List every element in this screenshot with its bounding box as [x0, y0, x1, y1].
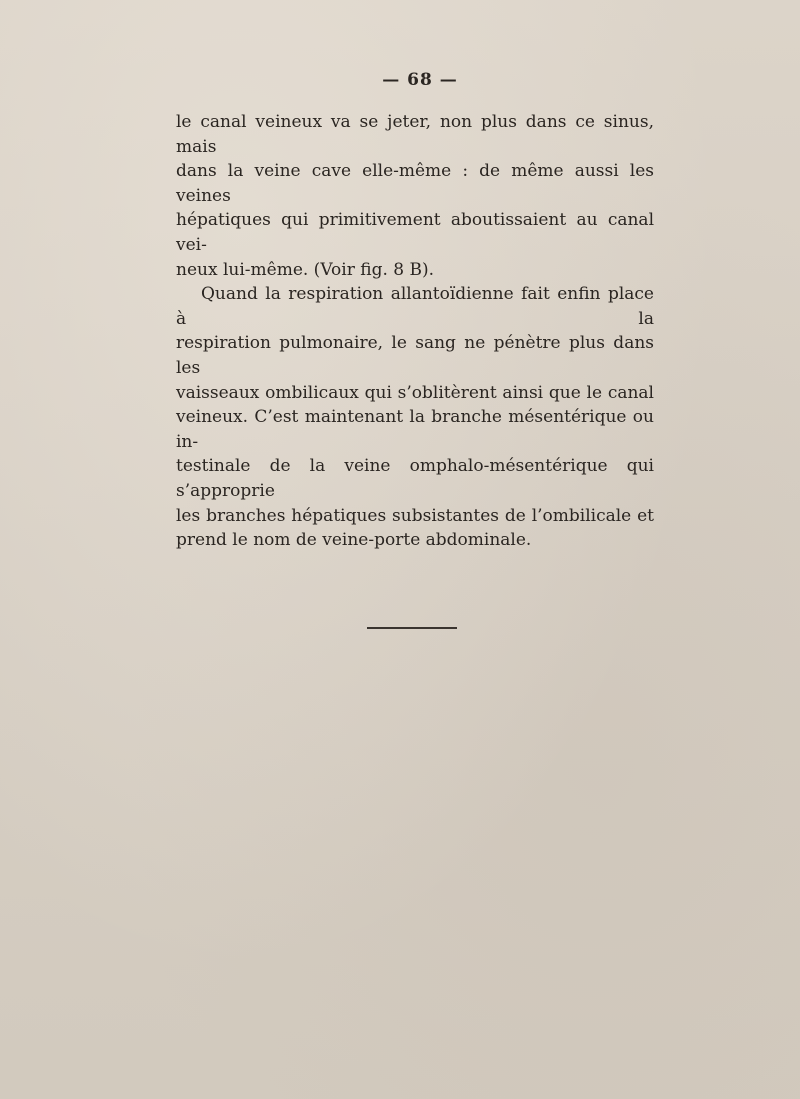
text-line: neux lui-même. (Voir fig. 8 B).	[176, 259, 435, 280]
text-line: testinale de la veine omphalo-mésentérique qui s’approprie	[176, 456, 654, 501]
text-line: prend le nom de veine-porte abdominale.	[176, 530, 532, 551]
page-number: — 68 —	[382, 70, 458, 90]
section-divider	[367, 627, 457, 629]
text-line: hépatiques qui primitivement aboutissaient au canal vei-	[176, 210, 654, 255]
text-line: dans la veine cave elle-même : de même aussi les veines	[176, 161, 654, 206]
text-line: Quand la respiration allantoïdienne fait enfin place à la	[176, 284, 654, 329]
text-line: le canal veineux va se jeter, non plus dans ce sinus, mais	[176, 112, 654, 157]
text-line: veineux. C’est maintenant la branche mésentérique ou in-	[176, 407, 654, 452]
text-line: les branches hépatiques subsistantes de l’ombilicale et	[176, 505, 654, 526]
text-line: vaisseaux ombilicaux qui s’oblitèrent ainsi que le canal	[176, 382, 654, 403]
text-line: respiration pulmonaire, le sang ne pénètre plus dans les	[176, 333, 654, 378]
body-text	[176, 110, 654, 553]
